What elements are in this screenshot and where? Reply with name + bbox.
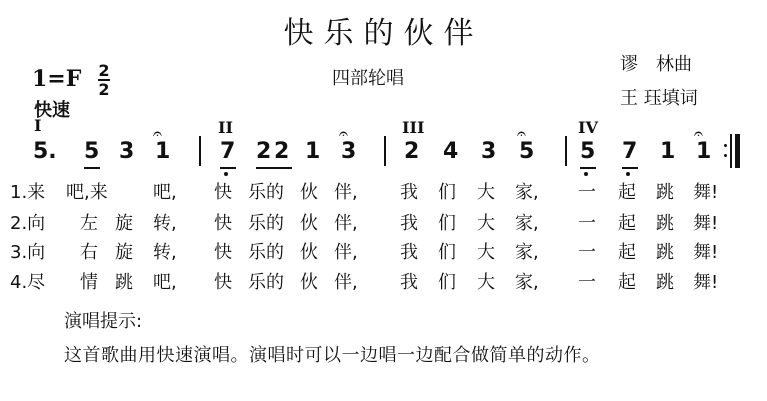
fermata-icon: 𝄐 xyxy=(694,124,703,143)
section-marker-3: III xyxy=(402,118,425,137)
lyric: 大 xyxy=(477,272,495,293)
lyric: 伙 xyxy=(300,182,318,203)
lyric: 家, xyxy=(515,242,539,263)
lyric: 我 xyxy=(400,242,418,263)
lyric: 伴, xyxy=(334,182,358,203)
lyric: 我 xyxy=(400,272,418,293)
lyric: 左 xyxy=(80,213,98,234)
note: 4 xyxy=(443,139,459,164)
lyric: 们 xyxy=(438,182,456,203)
lyric: 舞! xyxy=(693,242,719,263)
rhythm-underline xyxy=(256,167,292,169)
lyric: 舞! xyxy=(693,213,719,234)
lyric: 吧, xyxy=(153,272,177,293)
note: 5. xyxy=(33,139,57,164)
lyric: 吧,来 xyxy=(66,182,108,203)
fermata-icon: 𝄐 xyxy=(153,124,162,143)
section-marker-4: IV xyxy=(578,118,598,137)
lyric: 右 xyxy=(80,242,98,263)
lyric: 家, xyxy=(515,213,539,234)
lyric: 一 xyxy=(578,213,596,234)
fermata-icon: 𝄐 xyxy=(339,124,348,143)
barline xyxy=(565,136,567,166)
lyric: 起 xyxy=(618,213,636,234)
note: 7 xyxy=(622,139,638,164)
lyric: 起 xyxy=(618,242,636,263)
song-subtitle: 四部轮唱 xyxy=(332,68,404,89)
fermata-icon: 𝄐 xyxy=(517,124,526,143)
rhythm-underline xyxy=(220,167,236,169)
lyric: 大 xyxy=(477,182,495,203)
lyric: 们 xyxy=(438,213,456,234)
meter-top: 2 xyxy=(98,61,110,80)
note: 1 xyxy=(660,139,676,164)
lyric: 跳 xyxy=(656,272,674,293)
rhythm-underline xyxy=(84,167,100,169)
hint-text: 这首歌曲用快速演唱。演唱时可以一边唱一边配合做简单的动作。 xyxy=(64,345,601,366)
lyric: 伴, xyxy=(334,242,358,263)
lyric: 1.来 xyxy=(10,182,46,203)
barline xyxy=(384,136,386,166)
lyric: 们 xyxy=(438,272,456,293)
final-barline-thin xyxy=(730,134,732,168)
note: 3 xyxy=(481,139,497,164)
section-marker-1: I xyxy=(34,116,42,135)
lyric: 伙 xyxy=(300,213,318,234)
note: 1 xyxy=(155,139,171,164)
low-octave-dot xyxy=(584,172,588,176)
time-signature xyxy=(98,63,110,97)
lyric: 2.向 xyxy=(10,213,46,234)
tempo-marking: 快速 xyxy=(34,100,70,121)
composer-credit: 谬 林曲 xyxy=(620,54,692,75)
note: 5 xyxy=(84,139,100,164)
lyric: 一 xyxy=(578,182,596,203)
note: 2 xyxy=(274,139,290,164)
rhythm-underline xyxy=(580,167,596,169)
lyricist-credit: 王 珏填词 xyxy=(620,88,698,109)
lyric: 跳 xyxy=(656,242,674,263)
lyric: 家, xyxy=(515,272,539,293)
note: 3 xyxy=(341,139,357,164)
repeat-dot xyxy=(724,154,727,157)
lyric: 转, xyxy=(153,213,177,234)
lyric: 跳 xyxy=(656,182,674,203)
lyric: 乐的 xyxy=(248,182,284,203)
lyric: 乐的 xyxy=(248,213,284,234)
lyric: 起 xyxy=(618,272,636,293)
lyric: 4.尽 xyxy=(10,272,46,293)
lyric: 我 xyxy=(400,182,418,203)
note: 3 xyxy=(119,139,135,164)
key-signature: 1=F xyxy=(32,66,82,92)
lyric: 快 xyxy=(214,242,232,263)
lyric: 吧, xyxy=(153,182,177,203)
lyric: 伙 xyxy=(300,242,318,263)
lyric: 一 xyxy=(578,272,596,293)
low-octave-dot xyxy=(626,172,630,176)
meter-bottom: 2 xyxy=(98,80,110,99)
lyric: 起 xyxy=(618,182,636,203)
lyric: 快 xyxy=(214,272,232,293)
lyric: 乐的 xyxy=(248,272,284,293)
note: 2 xyxy=(404,139,420,164)
lyric: 跳 xyxy=(115,272,133,293)
barline xyxy=(199,136,201,166)
lyric: 乐的 xyxy=(248,242,284,263)
note: 1 xyxy=(305,139,321,164)
note: 1 xyxy=(696,139,712,164)
low-octave-dot xyxy=(224,172,228,176)
lyric: 一 xyxy=(578,242,596,263)
note: 5 xyxy=(580,139,596,164)
repeat-dot xyxy=(724,144,727,147)
lyric: 快 xyxy=(214,182,232,203)
lyric: 3.向 xyxy=(10,242,46,263)
lyric: 快 xyxy=(214,213,232,234)
lyric: 家, xyxy=(515,182,539,203)
lyric: 大 xyxy=(477,242,495,263)
note: 7 xyxy=(220,139,236,164)
lyric: 转, xyxy=(153,242,177,263)
lyric: 大 xyxy=(477,213,495,234)
lyric: 旋 xyxy=(115,213,133,234)
song-title: 快乐的伙伴 xyxy=(283,16,484,51)
lyric: 我 xyxy=(400,213,418,234)
note: 2 xyxy=(256,139,272,164)
lyric: 旋 xyxy=(115,242,133,263)
lyric: 舞! xyxy=(693,272,719,293)
lyric: 伴, xyxy=(334,213,358,234)
lyric: 伙 xyxy=(300,272,318,293)
hint-title: 演唱提示: xyxy=(64,311,143,332)
lyric: 跳 xyxy=(656,213,674,234)
note: 5 xyxy=(519,139,535,164)
section-marker-2: II xyxy=(218,118,233,137)
lyric: 们 xyxy=(438,242,456,263)
lyric: 情 xyxy=(80,272,98,293)
final-barline-thick xyxy=(735,134,740,168)
lyric: 舞! xyxy=(693,182,719,203)
rhythm-underline xyxy=(622,167,638,169)
lyric: 伴, xyxy=(334,272,358,293)
